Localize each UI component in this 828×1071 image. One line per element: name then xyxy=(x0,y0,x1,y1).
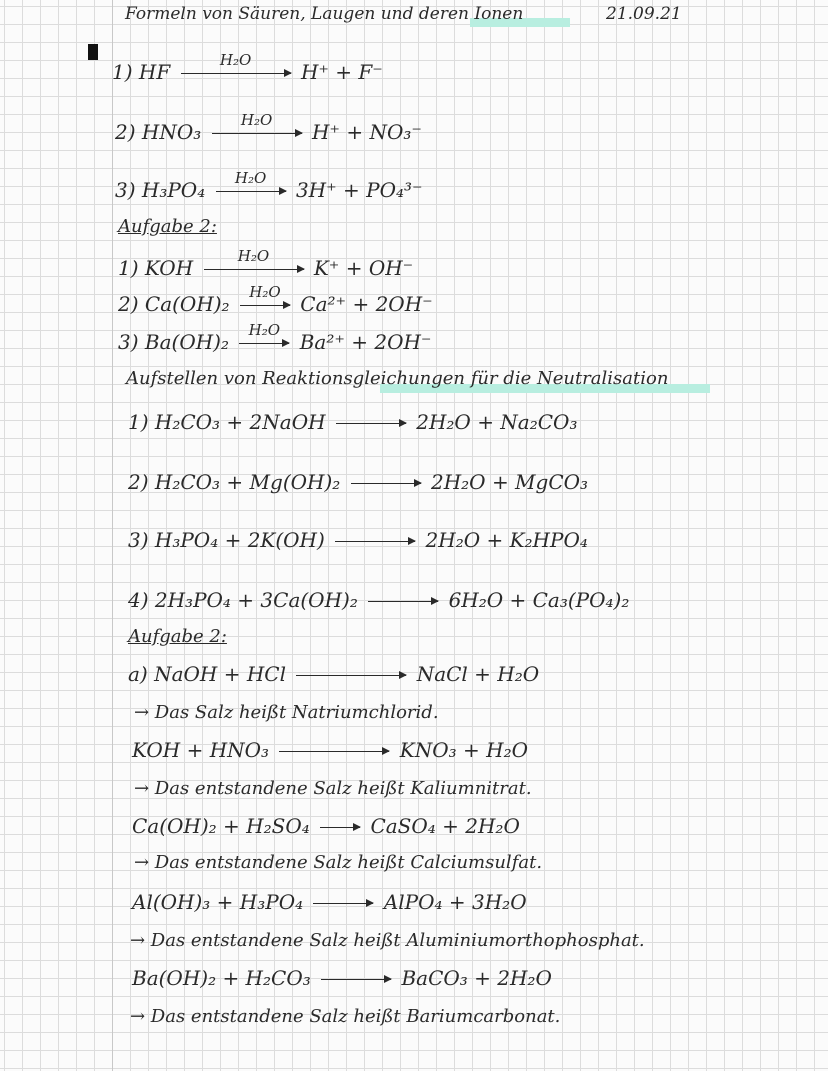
equation-row xyxy=(118,247,414,280)
products: 2H₂O + MgCO₃ xyxy=(431,470,589,494)
reactant: HF xyxy=(138,60,171,84)
reactant: H₃PO₄ xyxy=(141,178,206,202)
reaction-arrow xyxy=(335,541,415,542)
products: BaCO₃ + 2H₂O xyxy=(401,966,552,990)
equation-row xyxy=(128,588,629,612)
equation-row xyxy=(132,738,528,762)
reaction-arrow xyxy=(216,169,286,192)
reactants: 2H₃PO₄ + 3Ca(OH)₂ xyxy=(154,588,358,612)
salt-note: → Das entstandene Salz heißt Kaliumnitrat. xyxy=(134,778,532,799)
salt-note: → Das Salz heißt Natriumchlorid. xyxy=(134,702,439,723)
products: 3H⁺ + PO₄³⁻ xyxy=(295,178,423,202)
reactant: KOH xyxy=(144,256,194,280)
equation-row xyxy=(132,814,520,838)
section-heading: Aufgabe 2: xyxy=(118,216,217,237)
arrow-label: H₂O xyxy=(219,51,252,69)
products: 2H₂O + Na₂CO₃ xyxy=(416,410,578,434)
reaction-arrow xyxy=(279,751,389,752)
item-label: 3) xyxy=(128,528,149,552)
section-heading: Aufgabe 2: xyxy=(128,626,227,647)
products: Ba²⁺ + 2OH⁻ xyxy=(299,330,432,354)
equation-row xyxy=(118,283,433,316)
item-label: a) xyxy=(128,662,148,686)
reactant: Ca(OH)₂ xyxy=(144,292,230,316)
item-label: 2) xyxy=(115,120,136,144)
binding-mark xyxy=(88,44,98,60)
page-date: 21.09.21 xyxy=(606,4,682,24)
reactants: H₂CO₃ + Mg(OH)₂ xyxy=(154,470,341,494)
reaction-arrow xyxy=(368,601,438,602)
products: NaCl + H₂O xyxy=(416,662,540,686)
reaction-arrow xyxy=(351,483,421,484)
products: H⁺ + F⁻ xyxy=(300,60,383,84)
equation-row xyxy=(128,528,588,552)
products: CaSO₄ + 2H₂O xyxy=(370,814,520,838)
reaction-arrow xyxy=(320,827,360,828)
equation-row xyxy=(115,169,423,202)
arrow-label: H₂O xyxy=(248,321,281,339)
notebook-margin-line xyxy=(112,0,113,1071)
reactants: H₃PO₄ + 2K(OH) xyxy=(154,528,325,552)
arrow-label: H₂O xyxy=(237,247,270,265)
item-label: 1) xyxy=(128,410,149,434)
products: H⁺ + NO₃⁻ xyxy=(311,120,422,144)
products: K⁺ + OH⁻ xyxy=(313,256,414,280)
item-label: 3) xyxy=(118,330,139,354)
page-title: Formeln von Säuren, Laugen und deren Ionen xyxy=(125,4,524,24)
equation-row xyxy=(128,410,577,434)
item-label: 3) xyxy=(115,178,136,202)
reactant: HNO₃ xyxy=(141,120,202,144)
products: 6H₂O + Ca₃(PO₄)₂ xyxy=(448,588,630,612)
arrow-label: H₂O xyxy=(249,283,281,301)
products: AlPO₄ + 3H₂O xyxy=(383,890,527,914)
equation-row xyxy=(128,662,539,686)
item-label: 4) xyxy=(128,588,149,612)
reactant: Ba(OH)₂ xyxy=(144,330,229,354)
reaction-arrow xyxy=(296,675,406,676)
salt-note: → Das entstandene Salz heißt Aluminiumorthophosphat. xyxy=(130,930,645,951)
reactants: H₂CO₃ + 2NaOH xyxy=(154,410,326,434)
reaction-arrow xyxy=(239,321,289,344)
reactants: Ca(OH)₂ + H₂SO₄ xyxy=(132,814,310,838)
reaction-arrow xyxy=(240,283,290,306)
equation-row xyxy=(132,966,552,990)
equation-row xyxy=(132,890,527,914)
salt-note: → Das entstandene Salz heißt Bariumcarbonat. xyxy=(130,1006,561,1027)
arrow-label: H₂O xyxy=(234,169,267,187)
reaction-arrow xyxy=(212,111,302,134)
products: Ca²⁺ + 2OH⁻ xyxy=(300,292,433,316)
reaction-arrow xyxy=(181,51,291,74)
arrow-label: H₂O xyxy=(240,111,273,129)
section-heading: Aufstellen von Reaktionsgleichungen für die Neutralisation xyxy=(126,368,669,389)
reaction-arrow xyxy=(204,247,304,270)
salt-note: → Das entstandene Salz heißt Calciumsulfat. xyxy=(134,852,543,873)
reactants: KOH + HNO₃ xyxy=(132,738,270,762)
item-label: 2) xyxy=(128,470,149,494)
reactants: Ba(OH)₂ + H₂CO₃ xyxy=(132,966,311,990)
equation-row xyxy=(118,321,432,354)
products: 2H₂O + K₂HPO₄ xyxy=(425,528,588,552)
item-label: 2) xyxy=(118,292,139,316)
equation-row xyxy=(115,111,422,144)
products: KNO₃ + H₂O xyxy=(399,738,528,762)
reactants: Al(OH)₃ + H₃PO₄ xyxy=(132,890,304,914)
reaction-arrow xyxy=(313,903,373,904)
item-label: 1) xyxy=(112,60,133,84)
reactants: NaOH + HCl xyxy=(154,662,286,686)
reaction-arrow xyxy=(336,423,406,424)
reaction-arrow xyxy=(321,979,391,980)
equation-row xyxy=(128,470,588,494)
equation-row xyxy=(112,51,383,84)
item-label: 1) xyxy=(118,256,139,280)
